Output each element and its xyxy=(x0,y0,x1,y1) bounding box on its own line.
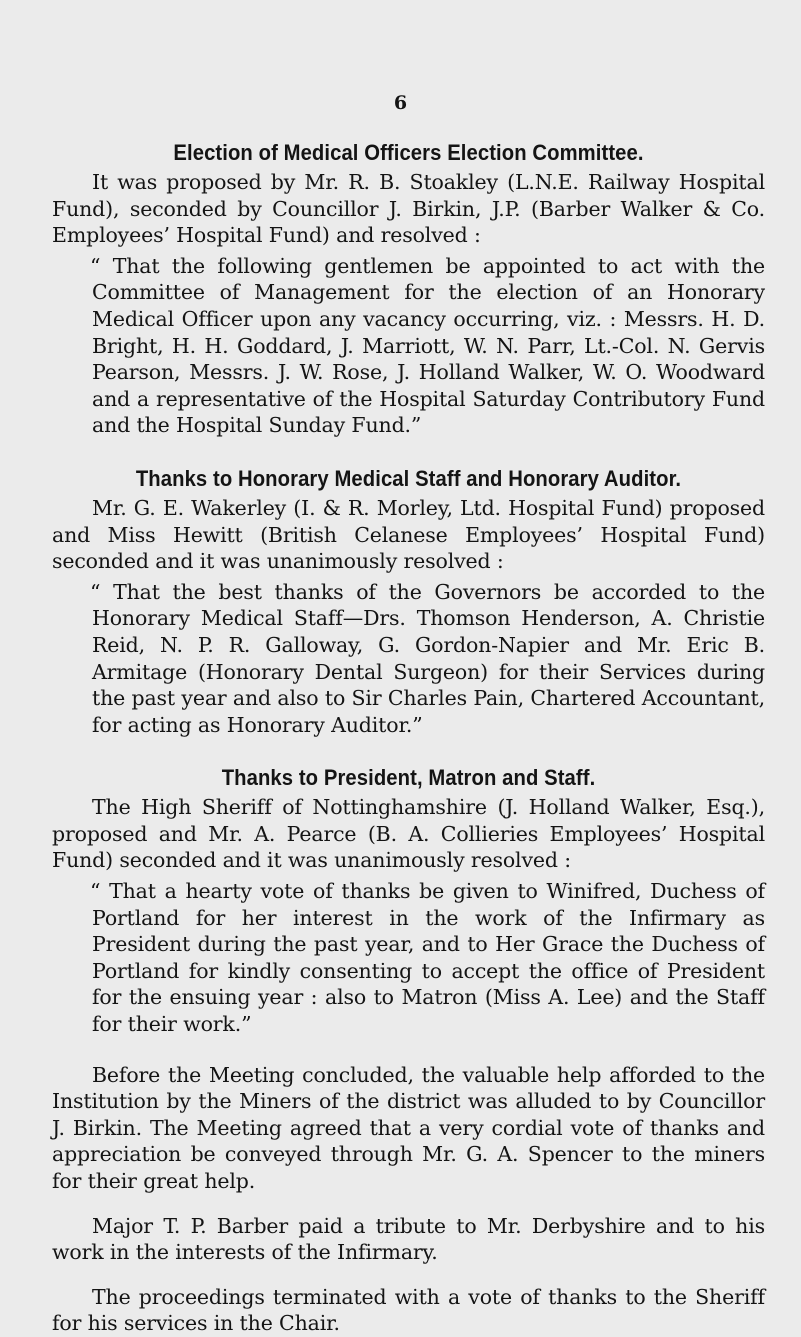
resolution-text: “ That the best thanks of the Governors be accorded to the Honorary Medical Staff—Drs. Thomson Henderson, A. Christie Reid, N. P. R. Galloway, G. Gordon-Napier and Mr. Eric B. Armitage (Honorary Dental Surgeon) for their Services during the past year and also to Sir Charles Pain, Chartered Accountant, for acting as Honorary Auditor.” xyxy=(90,579,765,737)
section-thanks-president xyxy=(52,762,765,1037)
page-content xyxy=(52,137,765,1337)
section-thanks-medical-staff xyxy=(52,463,765,738)
section-heading: Election of Medical Officers Election Committee. xyxy=(173,140,644,165)
proposal-paragraph: The High Sheriff of Nottinghamshire (J. Holland Walker, Esq.), proposed and Mr. A. Pearce (B. A. Collieries Employees’ Hospital Fund) seconded and it was unanimously resolved : xyxy=(52,795,765,873)
closing-paragraph-miners: Before the Meeting concluded, the valuable help afforded to the Institution by the Miners of the district was alluded to by Councillor J. Birkin. The Meeting agreed that a very cordial vote of thanks and appreciation be conveyed through Mr. G. A. Spencer to the miners for their great help. xyxy=(52,1062,765,1193)
section-heading: Thanks to Honorary Medical Staff and Honorary Auditor. xyxy=(135,465,682,491)
page-number: 6 xyxy=(393,92,408,114)
resolution-text: “ That a hearty vote of thanks be given to Winifred, Duchess of Portland for her interest in the work of the Infirmary as President during the past year, and to Her Grace the Duchess of Portland for kindly consenting to accept the office of President for the ensuing year : also to Matron (Miss A. Lee) and the Staff for their work.” xyxy=(90,879,765,1037)
section-election-committee xyxy=(52,137,765,439)
resolution-text: “ That the following gentlemen be appointed to act with the Committee of Management for the election of an Honorary Medical Officer upon any vacancy occurring, viz. : Messrs. H. D. Bright, H. H. Goddard, J. Marriott, W. N. Parr, Lt.-Col. N. Gervis Pearson, Messrs. J. W. Rose, J. Holland Walker, W. O. Woodward and a representative of the Hospital Saturday Contributory Fund and the Hospital Sunday Fund.” xyxy=(90,253,765,438)
closing-paragraph-proceedings: The proceedings terminated with a vote of thanks to the Sheriff for his services in the Chair. xyxy=(52,1284,765,1336)
proposal-paragraph: Mr. G. E. Wakerley (I. & R. Morley, Ltd. Hospital Fund) proposed and Miss Hewitt (British Celanese Employees’ Hospital Fund) seconded and it was unanimously resolved : xyxy=(52,495,765,574)
closing-paragraph-tribute: Major T. P. Barber paid a tribute to Mr. Derbyshire and to his work in the interests of the Infirmary. xyxy=(52,1213,765,1265)
proposal-paragraph: It was proposed by Mr. R. B. Stoakley (L.N.E. Railway Hospital Fund), seconded by Councillor J. Birkin, J.P. (Barber Walker & Co. Employees’ Hospital Fund) and resolved : xyxy=(52,170,765,248)
section-heading: Thanks to President, Matron and Staff. xyxy=(221,765,596,791)
